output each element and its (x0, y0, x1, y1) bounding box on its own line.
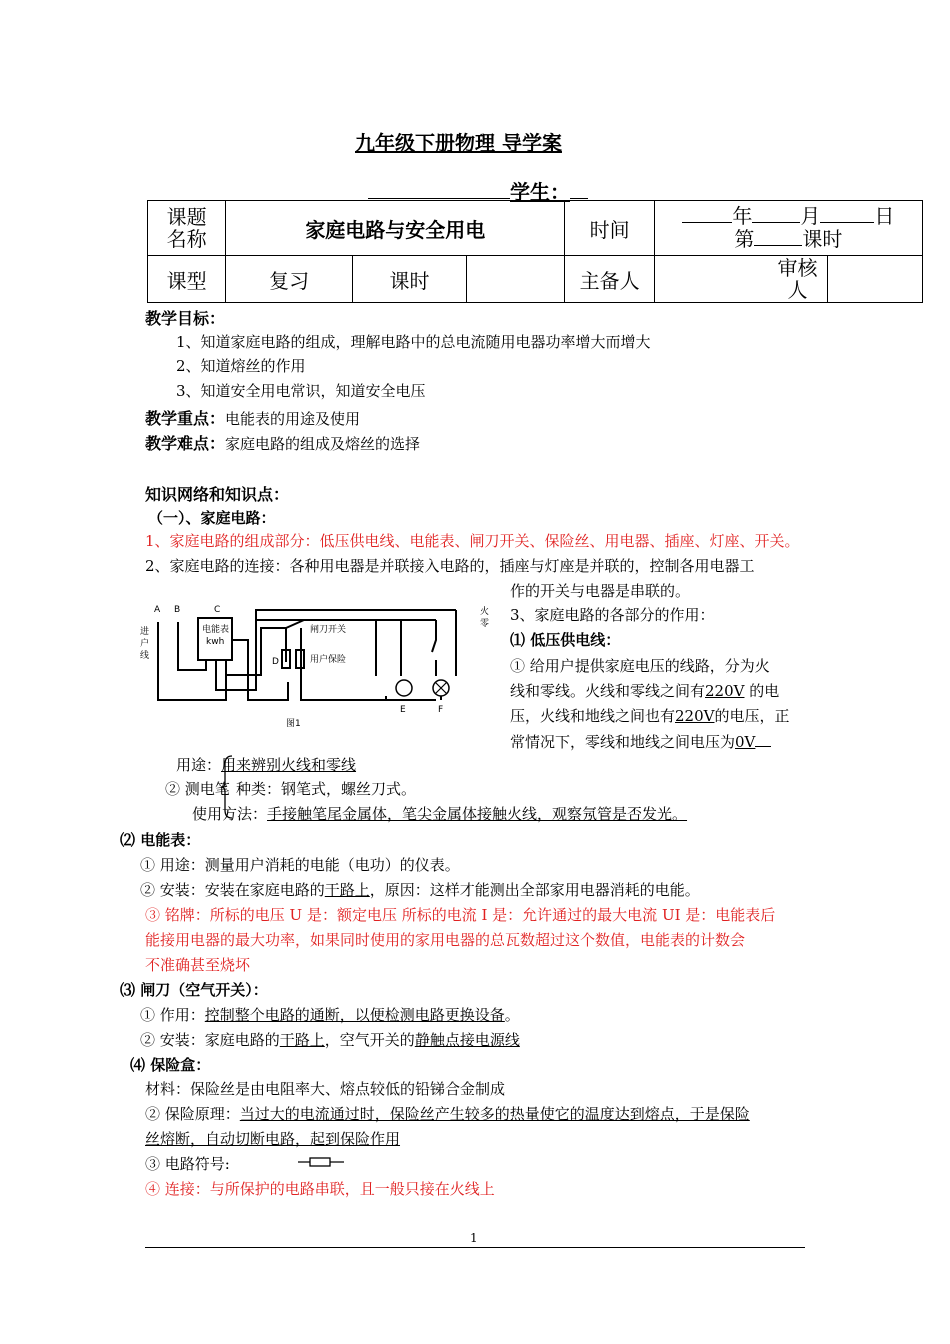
circuit-diagram (136, 600, 496, 732)
circuit-composition: 1、家庭电路的组成部分：低压供电线、电能表、闸刀开关、保险丝、用电器、插座、灯座、开关。 (145, 532, 800, 550)
footer-rule (145, 1247, 805, 1248)
page-title: 九年级下册物理 导学案 (355, 131, 562, 155)
key-point: 教学重点：电能表的用途及使用 (145, 409, 361, 428)
reviewer-value (828, 256, 923, 303)
label-c: C (214, 605, 221, 615)
knife-install: ② 安装：家庭电路的干路上，空气开关的静触点接电源线 (140, 1031, 520, 1049)
meter-plate-2: 能接用电器的最大功率，如果同时使用的家用电器的总瓦数超过这个数值，电能表的计数会 (145, 931, 746, 949)
fusebox-principle-1: ② 保险原理：当过大的电流通过时，保险丝产生较多的热量使它的温度达到熔点，于是保险 (145, 1105, 750, 1123)
fusebox-material: 材料：保险丝是由电阻率大、熔点较低的铅锑合金制成 (145, 1080, 506, 1098)
fusebox-heading: ⑷ 保险盒： (130, 1056, 211, 1074)
label-a: A (154, 605, 161, 615)
info-table (147, 200, 923, 303)
objective-item: 2、知道熔丝的作用 (176, 357, 306, 375)
objective-item: 3、知道安全用电常识，知道安全电压 (176, 382, 426, 400)
fusebox-connect: ④ 连接：与所保护的电路串联，且一般只接在火线上 (145, 1180, 495, 1198)
fuse-label: 用户保险 (310, 655, 347, 665)
inlet-label-3: 线 (140, 651, 150, 661)
roles-heading: 3、家庭电路的各部分的作用： (510, 606, 715, 624)
type-label: 课型 (148, 256, 226, 303)
type-value: 复习 (226, 256, 353, 303)
meter-heading: ⑵ 电能表： (120, 831, 201, 849)
difficult-point: 教学难点：家庭电路的组成及熔丝的选择 (145, 434, 421, 453)
page-number: 1 (470, 1231, 478, 1245)
circuit-connection-2: 作的开关与电器是串联的。 (510, 582, 691, 600)
label-f: F (438, 705, 444, 715)
objectives-heading: 教学目标： (145, 309, 226, 328)
tester-method: 使用方法：手接触笔尾金属体，笔尖金属体接触火线，观察氖管是否发光。 (192, 805, 688, 823)
low-voltage-heading: ⑴ 低压供电线： (510, 631, 621, 649)
meter-plate-1: ③ 铭牌：所标的电压 U 是：额定电压 所标的电流 I 是：允许通过的最大电流 UI 是：电能表后 (145, 906, 776, 924)
meter-label: 电能表 (202, 625, 230, 635)
inlet-label-2: 户 (140, 639, 150, 649)
live-label: 火 (480, 607, 490, 617)
topic-value: 家庭电路与安全用电 (226, 201, 565, 256)
objective-item: 1、知道家庭电路的组成，理解电路中的总电流随用电器功率增大而增大 (176, 333, 651, 351)
meter-plate-3: 不准确甚至烧坏 (145, 956, 251, 974)
reviewer-label: 审核人 (654, 256, 828, 303)
student-label: 学生： (510, 180, 570, 204)
fusebox-principle-2: 丝熔断，自动切断电路，起到保险作用 (145, 1130, 401, 1148)
knowledge-heading: 知识网络和知识点： (145, 485, 290, 504)
tester-name: ② 测电笔 (165, 780, 230, 798)
meter-use: ① 用途：测量用户消耗的电能（电功）的仪表。 (140, 856, 460, 874)
knife-switch-label: 闸刀开关 (310, 625, 347, 635)
label-b: B (174, 605, 181, 615)
fuse-symbol-icon (298, 1155, 344, 1169)
tester-kind: 种类：钢笔式，螺丝刀式。 (236, 780, 417, 798)
hours-label: 课时 (353, 256, 467, 303)
circuit-connection-1: 2、家庭电路的连接：各种用电器是并联接入电路的，插座与灯座是并联的，控制各用电器工 (145, 557, 755, 575)
lv-line-4: 常情况下，零线和地线之间电压为0V (510, 731, 771, 752)
lv-line-1: ① 给用户提供家庭电压的线路，分为火 (510, 657, 770, 675)
time-label: 时间 (565, 201, 654, 256)
knife-heading: ⑶ 闸刀（空气开关）： (120, 981, 268, 999)
preparer-label: 主备人 (565, 256, 654, 303)
label-e: E (400, 705, 406, 715)
inlet-label-1: 进 (140, 627, 150, 637)
date-field: 年 月 日 第 课时 (654, 201, 922, 256)
tester-use: 用途：用来辨别火线和零线 (176, 756, 357, 774)
lv-line-3: 压，火线和地线之间也有220V的电压，正 (510, 707, 790, 725)
topic-label: 课题名称 (148, 201, 226, 256)
figure-caption: 图1 (286, 719, 301, 729)
hours-value (466, 256, 565, 303)
section-home-circuit: （一）、家庭电路： (148, 509, 276, 527)
meter-install: ② 安装：安装在家庭电路的干路上，原因：这样才能测出全部家用电器消耗的电能。 (140, 881, 700, 899)
meter-unit: kwh (206, 637, 225, 647)
lv-line-2: 线和零线。火线和零线之间有220V 的电 (510, 682, 780, 700)
knife-role: ① 作用：控制整个电路的通断，以便检测电路更换设备。 (140, 1006, 520, 1024)
fusebox-symbol: ③ 电路符号: (145, 1155, 230, 1173)
neutral-label: 零 (480, 619, 490, 629)
label-d: D (272, 657, 279, 667)
